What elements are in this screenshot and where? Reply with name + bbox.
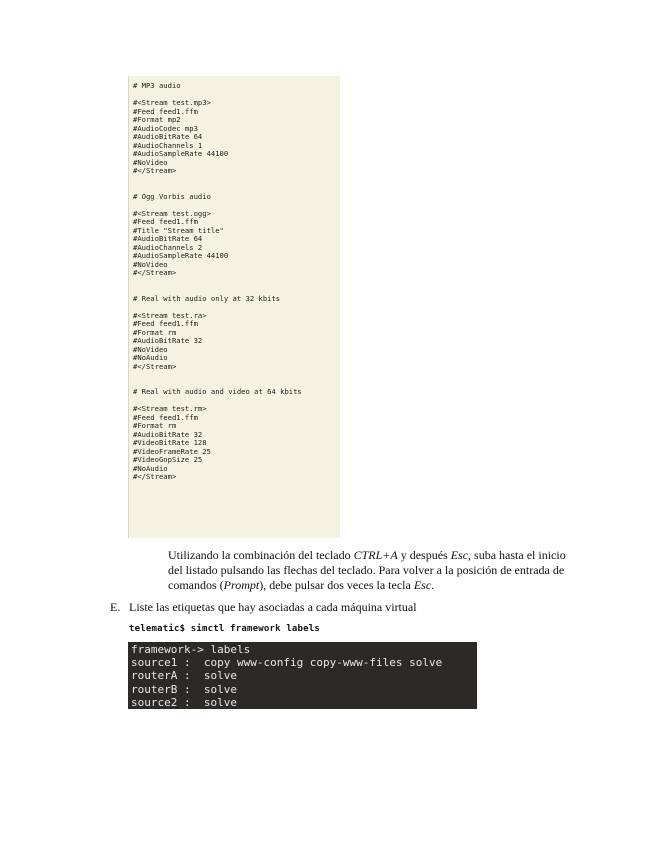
code-line: # Ogg Vorbis audio (133, 191, 211, 201)
code-line: #AudioSampleRate 44100 (133, 251, 229, 260)
paragraph-text: ), debe pulsar dos veces la tecla (259, 578, 414, 592)
command-line: telematic$ simctl framework labels (129, 624, 321, 634)
code-line: #AudioBitRate 64 (133, 234, 203, 243)
code-line: #NoAudio (133, 353, 168, 362)
code-line: # Real with audio only at 32 kbits (133, 293, 281, 303)
key-esc: Esc (450, 548, 469, 562)
code-line: #AudioBitRate 64 (133, 132, 203, 141)
code-line: #</Stream> (133, 166, 177, 175)
code-line: #VideoGopSize 25 (133, 455, 203, 464)
list-item-text: Liste las etiquetas que hay asociadas a cada máquina virtual (129, 600, 417, 614)
code-line: # Real with audio and video at 64 kbits (133, 387, 302, 396)
code-line: #Format rm (133, 421, 177, 430)
code-line: #<Stream test.mp3> (133, 98, 211, 107)
code-line: #AudioChannels 1 (133, 140, 203, 150)
code-line: #</Stream> (133, 268, 177, 277)
code-line (133, 371, 340, 380)
code-line: #AudioBitRate 32 (133, 336, 203, 345)
code-line: #Feed feed1.ffm (133, 319, 198, 328)
config-code-screenshot (128, 76, 340, 538)
code-line: #<Stream test.ra> (133, 310, 207, 320)
code-line: #VideoFrameRate 25 (133, 446, 211, 456)
list-item-e (110, 600, 417, 615)
key-esc: Esc (413, 578, 432, 592)
code-line: #Feed feed1.ffm (133, 106, 198, 116)
code-line: #<Stream test.ogg> (133, 208, 211, 218)
key-combo-ctrl-a: CTRL+A (353, 548, 398, 562)
code-line: #Title "Stream title" (133, 225, 224, 235)
code-line: #NoAudio (133, 463, 168, 473)
code-line: #NoVideo (133, 344, 168, 354)
terminal-line: routerA : solve (131, 669, 237, 683)
code-line: #Format rm (133, 327, 177, 337)
terminal-output (128, 642, 477, 709)
list-marker: E. (110, 600, 121, 614)
code-line (133, 278, 340, 287)
paragraph-text: Utilizando la combinación del teclado (168, 548, 354, 562)
terminal-line: framework-> labels (131, 643, 251, 656)
code-line: #Feed feed1.ffm (133, 412, 198, 422)
code-line: #Format mp2 (133, 115, 181, 124)
code-line: #AudioChannels 2 (133, 242, 203, 252)
code-line: #</Stream> (133, 472, 177, 481)
code-line: #AudioBitRate 32 (133, 429, 203, 439)
code-line: #AudioSampleRate 44100 (133, 149, 229, 158)
code-line: #NoVideo (133, 157, 168, 167)
code-line: #NoVideo (133, 259, 168, 269)
terminal-line: source1 : copy www-config copy-www-files solve (131, 656, 443, 670)
code-line: #VideoBitRate 128 (133, 438, 207, 447)
code-line: # MP3 audio (133, 81, 181, 90)
code-line: #<Stream test.rm> (133, 404, 207, 413)
code-line: #</Stream> (133, 361, 177, 371)
paragraph-text: , suba hasta el inicio del listado pulsando las flechas del teclado. Para volver a la posición de entrada de comandos ( (168, 548, 566, 592)
code-line: #Feed feed1.ffm (133, 217, 198, 226)
instruction-paragraph (168, 548, 578, 593)
code-line: #AudioCodec mp3 (133, 123, 198, 133)
prompt-term: Prompt (223, 578, 260, 592)
terminal-line: routerB : solve (131, 682, 237, 696)
code-line (133, 176, 340, 185)
terminal-line: source2 : solve (131, 695, 237, 709)
paragraph-text: y después (397, 548, 451, 562)
paragraph-text: . (431, 578, 435, 592)
